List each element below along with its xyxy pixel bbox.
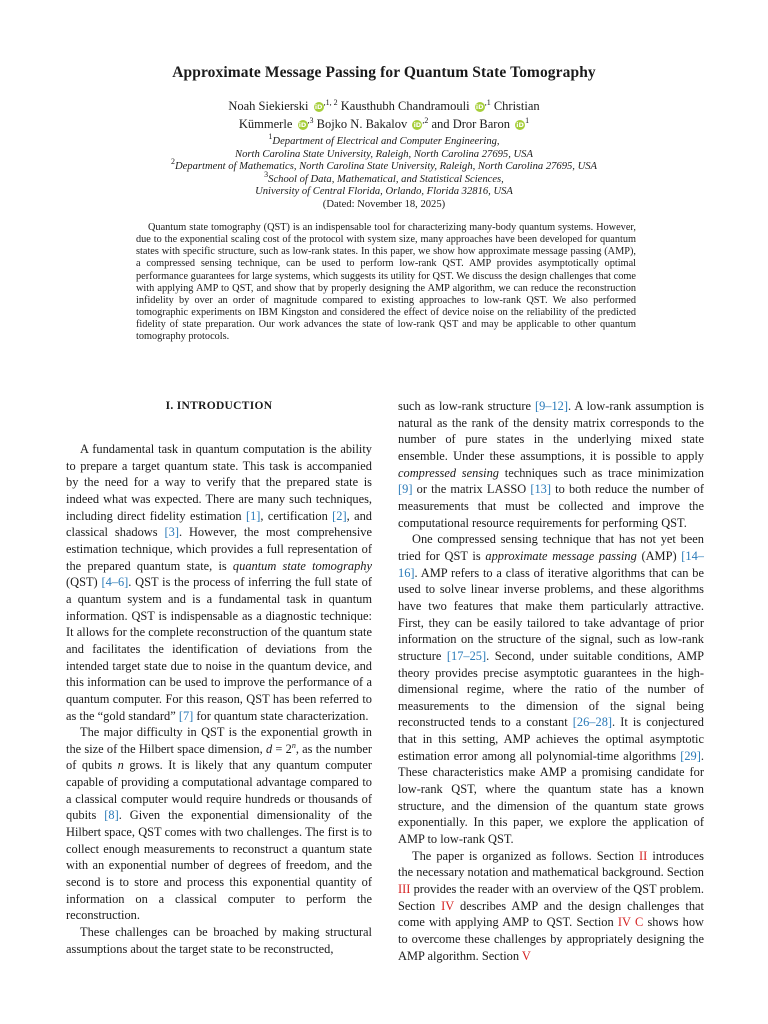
author-name: Dror Baron (452, 117, 510, 131)
author-affil-mark: 3 (309, 116, 314, 125)
citation-link[interactable]: [7] (178, 708, 194, 723)
affiliation-3: $^3$School of Data, Mathematical, and Statistical Sciences, (264, 169, 504, 185)
citation-link[interactable]: [9–12] (534, 399, 569, 413)
affiliation-1: $^1$Department of Electrical and Computer Engineering, (268, 132, 500, 147)
orcid-icon[interactable]: iD (516, 121, 524, 129)
citation-link[interactable]: [8] (104, 808, 119, 823)
author-list (0, 97, 768, 133)
section-ref-link[interactable]: III (398, 882, 411, 897)
affiliation-3-line2: University of Central Florida, Orlando, Florida 32816, USA (255, 186, 513, 198)
affiliations (0, 132, 768, 212)
orcid-icon[interactable]: iD (413, 121, 422, 129)
and-word: and (431, 117, 450, 131)
paper-title: Approximate Message Passing for Quantum State Tomography (172, 64, 596, 81)
citation-link[interactable]: [26–28] (572, 715, 613, 730)
orcid-icon[interactable]: iD (298, 121, 307, 129)
author-affil-mark: 1 (486, 98, 491, 107)
paragraph: These challenges can be broached by making structural assumptions about the target state to be reconstructed, (66, 925, 372, 956)
paragraph: The major difficulty in QST is the exponential growth in the size of the Hilbert space dimension, $d = 2^n$, as the number of qubits n grows. It is likely that any quantum computer capable of providing a computational advantage compared to a classical computer would require hundreds or thousands of qubits [8]. Given the exponential dimensionality of the Hilbert space, QST comes with two challenges. The first is to collect enough measurements to reconstruct a quantum state with an exponential number of degrees of freedom, and the second is to store and process this exponential quantity of information on a classical computer to perform the reconstruction. (66, 725, 373, 923)
author-line-1: Noah Siekierski $iD^{,1, 2}$ Kausthubh Chandramouli $iD^{,1}$ Christian (228, 98, 540, 113)
author-name: Noah Siekierski (228, 99, 309, 113)
citation-link[interactable]: [4–6] (101, 575, 129, 590)
section-ref-link[interactable]: V (521, 948, 531, 963)
author-affil-mark: 1, 2 (325, 98, 338, 107)
paragraph: such as low-rank structure [9–12]. A low-rank assumption is natural as the rank of the density matrix corresponds to the number of pure states in the underlying mixed state ensemble. Under these assumptions, it is possible to apply compressed sensing techniques such as trace minimization [9] or the matrix LASSO [13] to both reduce the number of measurements that must be collected and improve the computational resource requirements for performing QST. (398, 399, 704, 530)
author-name-part: Kümmerle (238, 117, 293, 131)
right-column (398, 398, 704, 964)
section-ref-link[interactable]: IV (441, 898, 455, 913)
paragraph: The paper is organized as follows. Section II introduces the necessary notation and mathematical background. Section III provides the reader with an overview of the QST problem. Section IV describes AMP and the design challenges that come with applying AMP to QST. Section IV C shows how to overcome these challenges by appropriately designing the AMP algorithm. Section V (398, 848, 704, 963)
section-ref-link[interactable]: II (639, 848, 648, 863)
section-ref-link[interactable]: IV C (617, 915, 644, 930)
author-affil-mark: 2 (424, 116, 429, 125)
abstract: Quantum state tomography (QST) is an indispensable tool for characterizing many-body quantum systems. However, due to the exponential scaling cost of the protocol with system size, many approaches have been developed for quantum states with specific structure, such as low-rank states. In this paper, we show how approximate message passing (AMP), a compressed sensing technique, can be used to perform low-rank QST. AMP provides asymptotically optimal performance guarantees for large systems, which suggests its utility for QST. We discuss the design challenges that come with applying AMP to QST, and show that by properly designing the AMP algorithm, we can reduce the reconstruction infidelity by over an order of magnitude compared to existing approaches to low-rank QST. We also performed tomographic experiments on IBM Kingston and considered the effect of device noise on the reliability of the predicted fidelity of state preparation. Our work advances the state of low-rank QST and may be applicable to other quantum tomography protocols. (136, 222, 636, 343)
orcid-icon[interactable]: iD (314, 103, 323, 111)
author-name: Bojko N. Bakalov (316, 117, 408, 131)
citation-link[interactable]: [2] (332, 508, 347, 523)
section-heading: I. INTRODUCTION (165, 400, 273, 412)
dated-line: (Dated: November 18, 2025) (322, 198, 446, 210)
citation-link[interactable]: [29] (680, 748, 701, 763)
citation-link[interactable]: [14–16] (398, 548, 704, 580)
paragraph: A fundamental task in quantum computation is the ability to prepare a target quantum state. This task is accompanied by the need for a way to verify that the prepared state is indeed what was expected. There are many such techniques, including direct fidelity estimation [1], certification [2], and classical shadows [3]. However, the most comprehensive estimation technique, which provides a full representation of the prepared quantum state, is quantum state tomography (QST) [4–6]. QST is the process of inferring the full state of a quantum system and is a fundamental task in quantum information. QST is indispensable as a diagnostic technique: It allows for the complete reconstruction of the quantum state and facilitates the identification of deviations from the intended target state due to noise in the quantum device, and this information can be used to improve the performance of a quantum computer. For this reason, QST has been referred to as the “gold standard” [7] for quantum state characterization. (66, 442, 372, 723)
author-affil-mark: 1 (525, 116, 530, 125)
author-line-2: Kümmerle $iD^{,3}$ Bojko N. Bakalov $iD^{,2}$ and Dror Baron $iD^1$ (238, 116, 530, 131)
citation-link[interactable]: [3] (164, 525, 179, 540)
citation-link[interactable]: [9] (398, 482, 413, 497)
citation-link[interactable]: [17–25] (446, 648, 487, 663)
citation-link[interactable]: [1] (245, 508, 261, 523)
affiliation-2: $^2$Department of Mathematics, North Carolina State University, Raleigh, North Carolina 27695, USA (170, 157, 598, 173)
citation-link[interactable]: [13] (530, 482, 551, 497)
author-name-part: Christian (493, 99, 540, 113)
author-name: Kausthubh Chandramouli (340, 99, 470, 113)
orcid-icon[interactable]: iD (475, 103, 484, 111)
left-column (66, 398, 372, 957)
affiliation-1-line2: North Carolina State University, Raleigh, North Carolina 27695, USA (235, 148, 533, 160)
paragraph: One compressed sensing technique that has not yet been tried for QST is approximate message passing (AMP) [14–16]. AMP refers to a class of iterative algorithms that can be used to solve linear inverse problems, and these algorithms have two features that make them particularly attractive. First, they can be easily tailored to take advantage of prior information on the structure of the signal, such as low-rank structure [17–25]. Second, under suitable conditions, AMP theory provides precise asymptotic guarantees in the high-dimensional regime, where the ratio of the number of measurements to the dimension of the signal being reconstructed tends to a constant [26–28]. It is conjectured that in this setting, AMP achieves the optimal asymptotic estimation error among all polynomial-time algorithms [29]. These characteristics make AMP a promising candidate for low-rank QST, where the quantum state has a known structure, and the dimension of the quantum state grows exponentially. In this paper, we explore the application of AMP to low-rank QST. (398, 532, 705, 847)
